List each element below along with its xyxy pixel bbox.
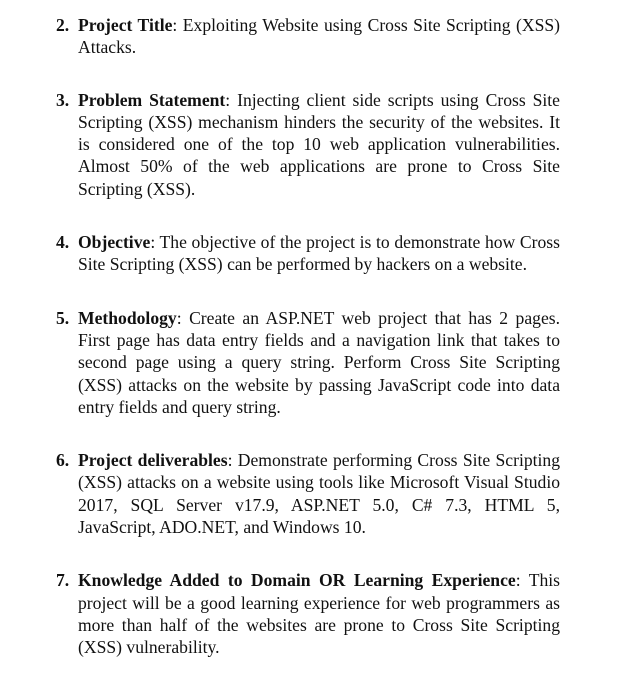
section-number: 4.	[56, 232, 70, 253]
section-body	[78, 14, 560, 59]
section-problem-statement	[56, 89, 560, 200]
section-number: 5.	[56, 307, 70, 328]
section-label: Objective	[78, 232, 151, 253]
section-body	[78, 569, 560, 658]
section-body	[78, 231, 560, 276]
section-separator: :	[225, 89, 231, 110]
section-text: Injecting client side scripts using Cross Site Scripting (XSS) mechanism hinders the security of the websites. It is considered one of the top 10 web application vulnerabilities. Almost 50% of the web applications are prone to Cross Site Scripting (XSS).	[78, 89, 560, 199]
section-text: The objective of the project is to demonstrate how Cross Site Scripting (XSS) can be performed by hackers on a website.	[78, 232, 560, 275]
section-separator: :	[227, 450, 233, 471]
section-number: 3.	[56, 89, 70, 110]
section-text: Exploiting Website using Cross Site Scripting (XSS) Attacks.	[78, 15, 561, 58]
document-page	[56, 14, 560, 659]
section-number: 6.	[56, 450, 70, 471]
section-separator: :	[176, 307, 182, 328]
section-knowledge-added	[56, 569, 560, 658]
section-label: Project Title	[78, 15, 173, 35]
section-text: This project will be a good learning experience for web programmers as more than half of the websites are prone to Cross Site Scripting (XSS) vulnerability.	[78, 570, 560, 658]
section-methodology	[56, 307, 560, 418]
section-text: Create an ASP.NET web project that has 2 pages. First page has data entry fields and a navigation link that takes to second page using a query string. Perform Cross Site Scripting (XSS) attacks on the website by passing JavaScript code into data entry fields and query string.	[78, 307, 560, 417]
section-separator: :	[150, 232, 156, 253]
section-label: Methodology	[78, 307, 177, 328]
section-label: Problem Statement	[78, 89, 226, 110]
section-number: 7.	[56, 570, 70, 591]
section-label: Project deliverables	[78, 450, 228, 471]
section-separator: :	[515, 570, 521, 591]
section-objective	[56, 231, 560, 276]
section-body	[78, 449, 560, 538]
section-project-title	[56, 14, 560, 59]
section-separator: :	[172, 15, 178, 35]
section-body	[78, 89, 560, 200]
section-project-deliverables	[56, 449, 560, 538]
section-text: Demonstrate performing Cross Site Scripting (XSS) attacks on a website using tools like Microsoft Visual Studio 2017, SQL Server v17.9, ASP.NET 5.0, C# 7.3, HTML 5, JavaScript, ADO.NET, and Windows 10.	[78, 450, 560, 538]
section-label: Knowledge Added to Domain OR Learning Experience	[78, 570, 516, 591]
section-number: 2.	[56, 15, 70, 35]
section-body	[78, 307, 560, 418]
